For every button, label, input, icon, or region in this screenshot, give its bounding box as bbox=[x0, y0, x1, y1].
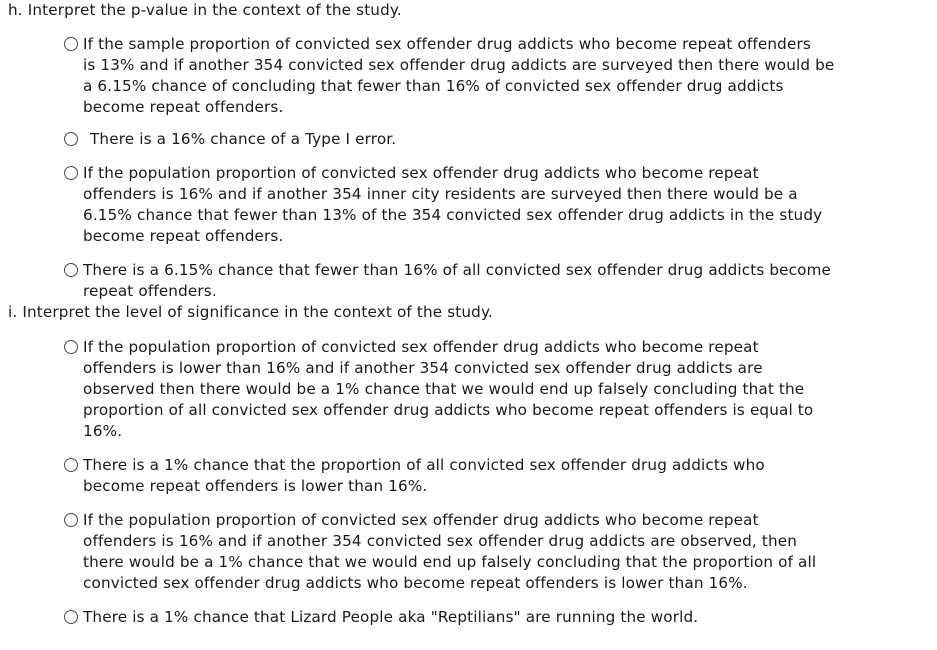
option-label[interactable]: There is a 16% chance of a Type I error. bbox=[90, 130, 397, 148]
question-i-option-1[interactable] bbox=[64, 336, 884, 442]
radio-button[interactable] bbox=[64, 263, 78, 277]
question-h-option-2[interactable] bbox=[64, 128, 884, 150]
radio-button[interactable] bbox=[64, 132, 78, 146]
option-label[interactable]: If the population proportion of convicted sex offender drug addicts who become repeat offenders is 16% and if another 354 inner city residents are surveyed then there would be a 6.15% chance that fewer than 13% of the 354 convicted sex offender drug addicts in the study become repeat offenders. bbox=[83, 164, 823, 245]
radio-button[interactable] bbox=[64, 610, 78, 624]
radio-button[interactable] bbox=[64, 458, 78, 472]
radio-button[interactable] bbox=[64, 37, 78, 51]
radio-button[interactable] bbox=[64, 513, 78, 527]
option-label[interactable]: If the population proportion of convicted sex offender drug addicts who become repeat offenders is 16% and if another 354 convicted sex offender drug addicts are observed, then there would be a 1% chance that we would end up falsely concluding that the proportion of all convicted sex offender drug addicts who become repeat offenders is lower than 16%. bbox=[83, 511, 817, 592]
option-label[interactable]: There is a 1% chance that the proportion of all convicted sex offender drug addicts who become repeat offenders is lower than 16%. bbox=[83, 456, 765, 495]
question-h-option-4[interactable] bbox=[64, 259, 884, 302]
question-h-heading: h. Interpret the p-value in the context of the study. bbox=[8, 1, 402, 19]
option-label[interactable]: There is a 6.15% chance that fewer than 16% of all convicted sex offender drug addicts become repeat offenders. bbox=[83, 261, 832, 300]
radio-button[interactable] bbox=[64, 166, 78, 180]
question-i-heading: i. Interpret the level of significance in the context of the study. bbox=[8, 303, 493, 321]
option-label[interactable]: If the sample proportion of convicted sex offender drug addicts who become repeat offenders is 13% and if another 354 convicted sex offender drug addicts are surveyed then there would be a 6.15% chance of concluding that fewer than 16% of convicted sex offender drug addicts become repeat offenders. bbox=[83, 35, 835, 116]
question-h-option-1[interactable] bbox=[64, 33, 884, 118]
question-i-option-4[interactable] bbox=[64, 606, 884, 628]
option-label[interactable]: There is a 1% chance that Lizard People aka "Reptilians" are running the world. bbox=[83, 608, 699, 626]
question-i-option-3[interactable] bbox=[64, 509, 884, 594]
question-i-option-2[interactable] bbox=[64, 454, 884, 497]
option-label[interactable]: If the population proportion of convicted sex offender drug addicts who become repeat offenders is lower than 16% and if another 354 convicted sex offender drug addicts are observed then there would be a 1% chance that we would end up falsely concluding that the proportion of all convicted sex offender drug addicts who become repeat offenders is equal to 16%. bbox=[83, 338, 814, 440]
radio-button[interactable] bbox=[64, 340, 78, 354]
question-h-option-3[interactable] bbox=[64, 162, 884, 247]
